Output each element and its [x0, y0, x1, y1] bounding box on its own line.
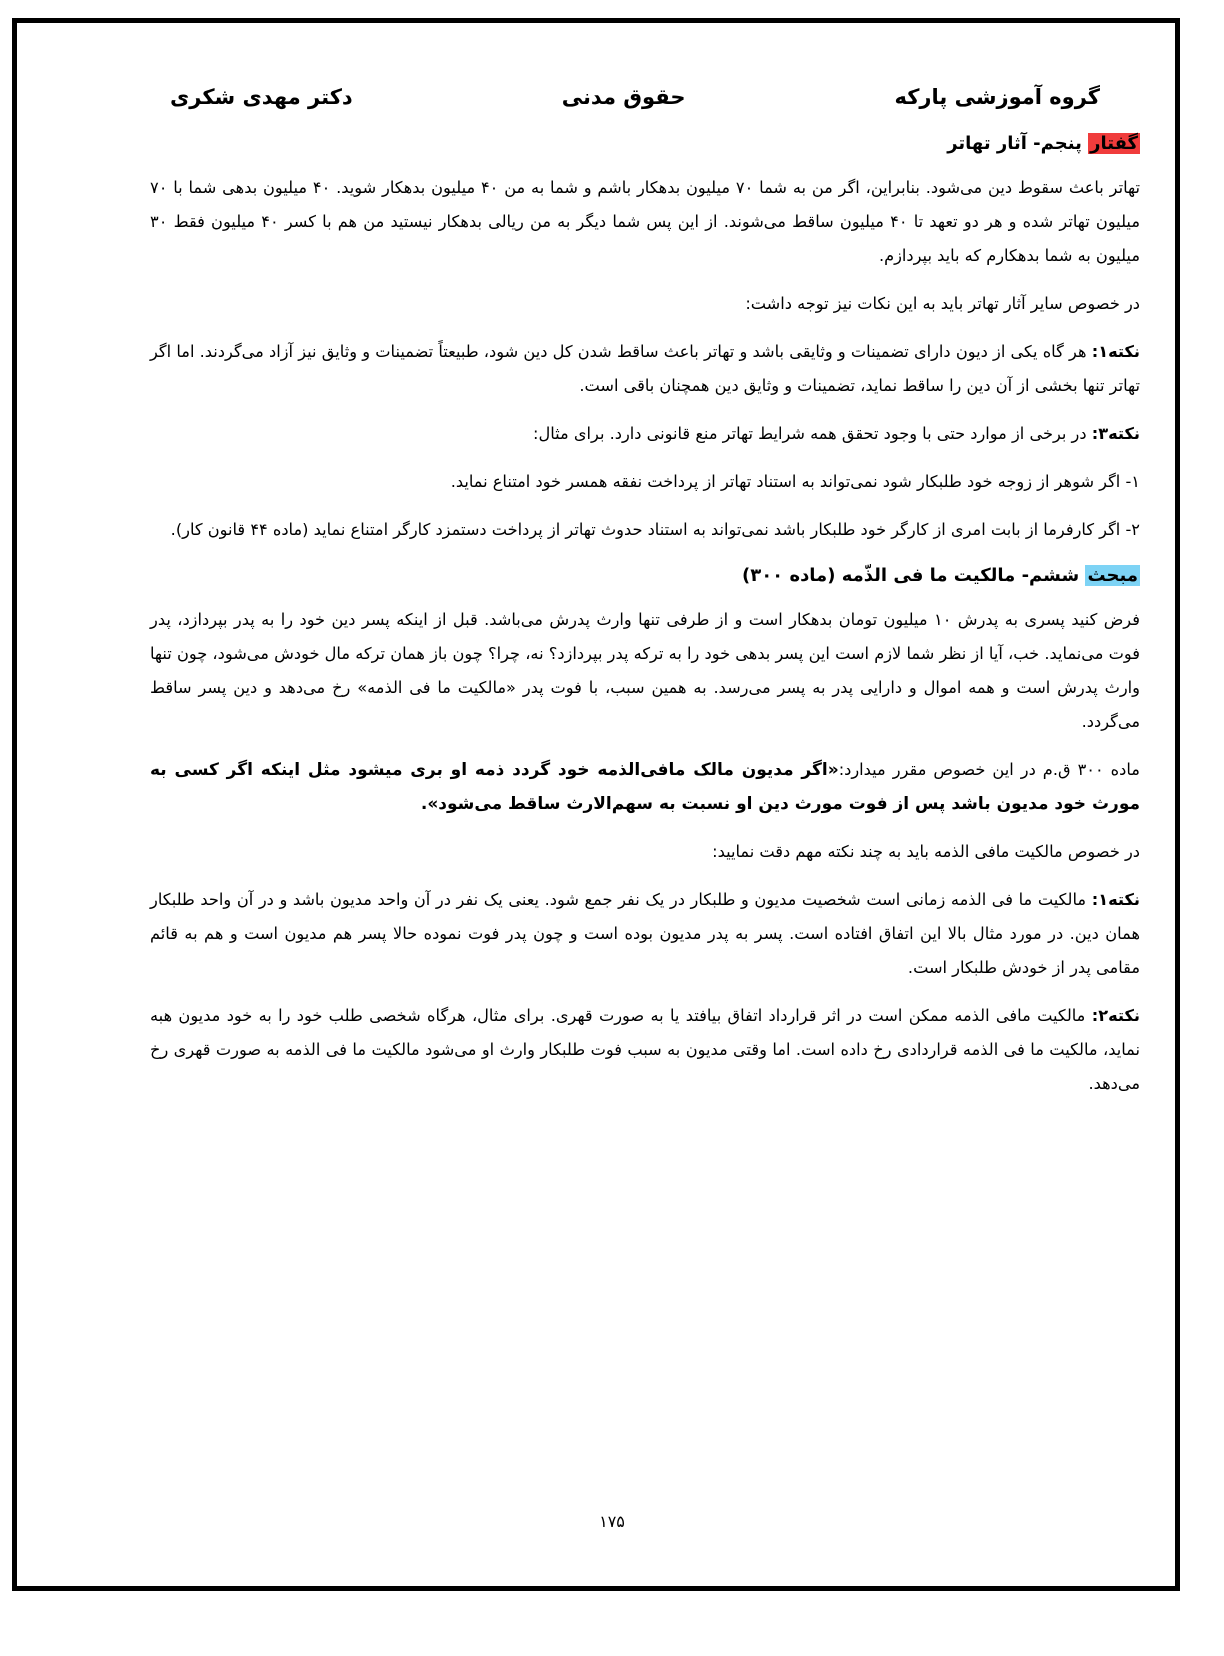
note-text: هر گاه یکی از دیون دارای تضمینات و وثایقی باشد و تهاتر باعث ساقط شدن کل دین شود، طبیعتاً تضمینات و وثایق نیز آزاد می‌گردند. اما اگر تهاتر تنها بخشی از آن دین را ساقط نماید، تضمینات و وثایق دین همچنان باقی است. — [150, 342, 1140, 395]
header-course-name: حقوق مدنی — [561, 85, 686, 109]
section-title-text: ششم- مالکیت ما فی الذّمه (ماده ۳۰۰) — [741, 565, 1086, 586]
page-number: ۱۷۵ — [599, 1512, 625, 1531]
paragraph-article-300 — [150, 753, 1140, 821]
section-title-highlight: گفتار — [1090, 133, 1138, 154]
note-label: نکته۱: — [1091, 890, 1140, 909]
note-1 — [150, 335, 1140, 403]
article-intro: ماده ۳۰۰ ق.م در این خصوص مقرر میدارد: — [838, 760, 1140, 779]
page-header — [150, 75, 1140, 119]
note-3 — [150, 417, 1140, 451]
header-author-name: دکتر مهدی شکری — [170, 85, 353, 109]
article-quote: «اگر مدیون مالک مافی‌الذمه خود گردد ذمه او بری میشود مثل اینکه اگر کسی به مورث خود مدیون باشد پس از فوت مورث دین او نسبت به سهم‌الارث ساقط می‌شود». — [150, 760, 1140, 814]
section-title-6 — [150, 561, 1140, 591]
paragraph-1: تهاتر باعث سقوط دین می‌شود. بنابراین، اگر من به شما ۷۰ میلیون بدهکار باشم و شما به من ۴۰ میلیون بدهکار شوید. ۴۰ میلیون بدهی شما با ۷۰ میلیون تهاتر شده و هر دو تعهد تا ۴۰ میلیون ساقط می‌شوند. از این پس شما دیگر به من ریالی بدهکار نیستید من هم با کسر ۴۰ میلیون فقط ۳۰ میلیون به شما بدهکارم که باید بپردازم. — [150, 178, 1140, 265]
section-title-text: پنجم- آثار تهاتر — [947, 133, 1089, 154]
note-label: نکته۱: — [1091, 342, 1140, 361]
paragraph-5: در خصوص مالکیت مافی الذمه باید به چند نکته مهم دقت نمایید: — [712, 842, 1140, 861]
header-group-name: گروه آموزشی پارکه — [894, 85, 1100, 109]
note-m1 — [150, 883, 1140, 985]
paragraph-2: در خصوص سایر آثار تهاتر باید به این نکات نیز توجه داشت: — [745, 294, 1140, 313]
note-text: در برخی از موارد حتی با وجود تحقق همه شرایط تهاتر منع قانونی دارد. برای مثال: — [533, 424, 1092, 443]
page-content — [150, 75, 1140, 1115]
section-title-5 — [150, 129, 1140, 159]
paragraph-3: فرض کنید پسری به پدرش ۱۰ میلیون تومان بدهکار است و از طرفی تنها وارث پدرش می‌باشد. قبل از اینکه پسر دین خود را به پدر بپردازد، پدر فوت می‌نماید. خب، آیا از نظر شما لازم است این پسر بدهی خود را به ترکه پدر بپردازد؟ نه، چرا؟ چون باز همان ترکه مال خودش می‌شود، چون تنها وارث پدرش است و همه اموال و دارایی پدر به پسر می‌رسد. به همین سبب، با فوت پدر «مالکیت ما فی الذمه» رخ می‌دهد و دین پسر ساقط می‌گردد. — [150, 610, 1140, 731]
note-text: مالکیت مافی الذمه ممکن است در اثر قرارداد اتفاق بیافتد یا به صورت قهری. برای مثال، هرگاه شخصی طلب خود را به خود مدیون هبه نماید، مالکیت ما فی الذمه قراردادی رخ داده است. اما وقتی مدیون به سبب فوت طلبکار وارث او می‌شود مالکیت ما فی الذمه به صورت قهری رخ می‌دهد. — [150, 1006, 1140, 1093]
list-item-2: ۲- اگر کارفرما از بابت امری از کارگر خود طلبکار باشد نمی‌تواند به استناد حدوث تهاتر از پرداخت دستمزد کارگر امتناع نماید (ماده ۴۴ قانون کار). — [170, 520, 1140, 539]
note-text: مالکیت ما فی الذمه زمانی است شخصیت مدیون و طلبکار در یک نفر جمع شود. یعنی یک نفر در آن واحد مدیون باشد و در آن واحد طلبکار همان دین. در مورد مثال بالا این اتفاق افتاده است. پسر به پدر مدیون بوده است و چون پدر فوت نموده حالا پسر هم مدیون است و هم به قائم مقامی پدر از خودش طلبکار است. — [150, 890, 1140, 977]
note-label: نکته۳: — [1091, 424, 1140, 443]
section-title-highlight: مبحث — [1087, 565, 1138, 586]
note-label: نکته۲: — [1091, 1006, 1140, 1025]
note-m2 — [150, 999, 1140, 1101]
list-item-1: ۱- اگر شوهر از زوجه خود طلبکار شود نمی‌تواند به استناد تهاتر از پرداخت نفقه همسر خود امتناع نماید. — [450, 472, 1140, 491]
